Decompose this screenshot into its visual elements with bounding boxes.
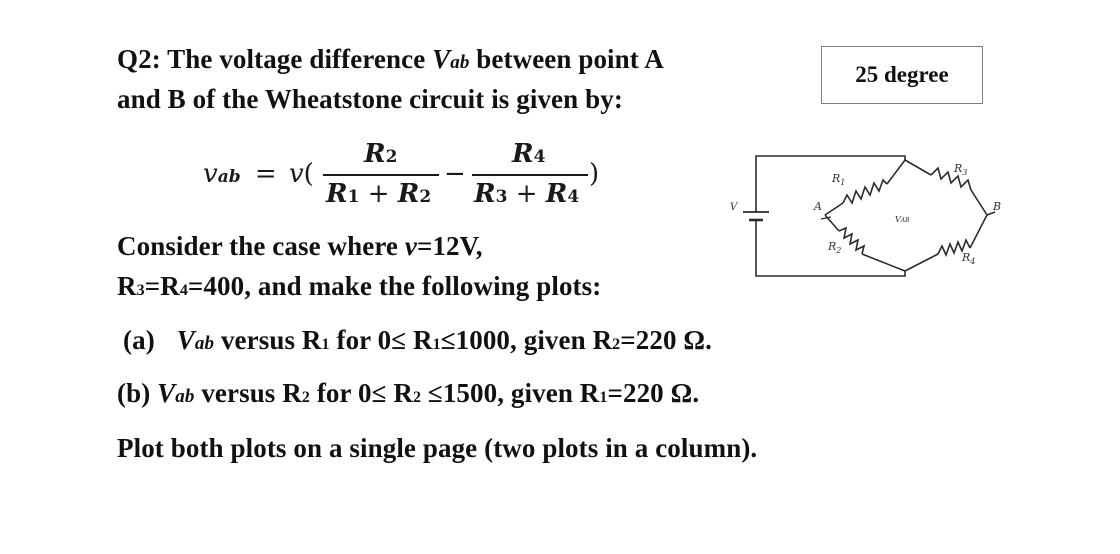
- degree-badge: 25 degree: [821, 46, 983, 104]
- consider-line-2: R3=R4=400, and make the following plots:: [117, 271, 602, 301]
- fraction-2-denominator: R3 + R4: [474, 179, 580, 209]
- wheatstone-circuit-diagram: [725, 150, 1025, 285]
- part-b: (b) Vab versus R2 for 0≤ R2 ≤1500, given R1=220 Ω.: [117, 378, 700, 408]
- equation-lhs: vab = v(: [203, 159, 314, 189]
- question-line-1: Q2: The voltage difference Vab between point A: [117, 44, 664, 74]
- final-instruction: Plot both plots on a single page (two plots in a column).: [117, 433, 758, 463]
- part-a: (a) Vab versus R1 for 0≤ R1≤1000, given R2=220 Ω.: [123, 325, 712, 355]
- r3-label: $R_3$: [954, 162, 968, 177]
- resistor-r2: [839, 228, 864, 254]
- question-line-2: and B of the Wheatstone circuit is given by:: [117, 84, 623, 114]
- fraction-1-bar: [323, 174, 439, 176]
- equation-minus: −: [444, 159, 466, 189]
- fraction-1-denominator: R1 + R2: [326, 179, 432, 209]
- r1-label: $R_1$: [832, 172, 846, 187]
- fraction-2-bar: [472, 174, 588, 176]
- vab-variable: V: [432, 44, 451, 74]
- source-label: V: [730, 202, 738, 213]
- node-a-label: A: [814, 200, 822, 213]
- resistor-r1: [843, 180, 887, 203]
- vab-label: VAB: [895, 215, 910, 224]
- fraction-2-numerator: R4: [512, 139, 546, 169]
- consider-line-1: Consider the case where v=12V,: [117, 231, 483, 261]
- r4-label: $R_4$: [962, 251, 976, 266]
- fraction-1-numerator: R2: [364, 139, 398, 169]
- r2-label: $R_2$: [828, 240, 842, 255]
- equation-close-paren: ): [589, 159, 600, 189]
- node-b-label: B: [993, 200, 1002, 213]
